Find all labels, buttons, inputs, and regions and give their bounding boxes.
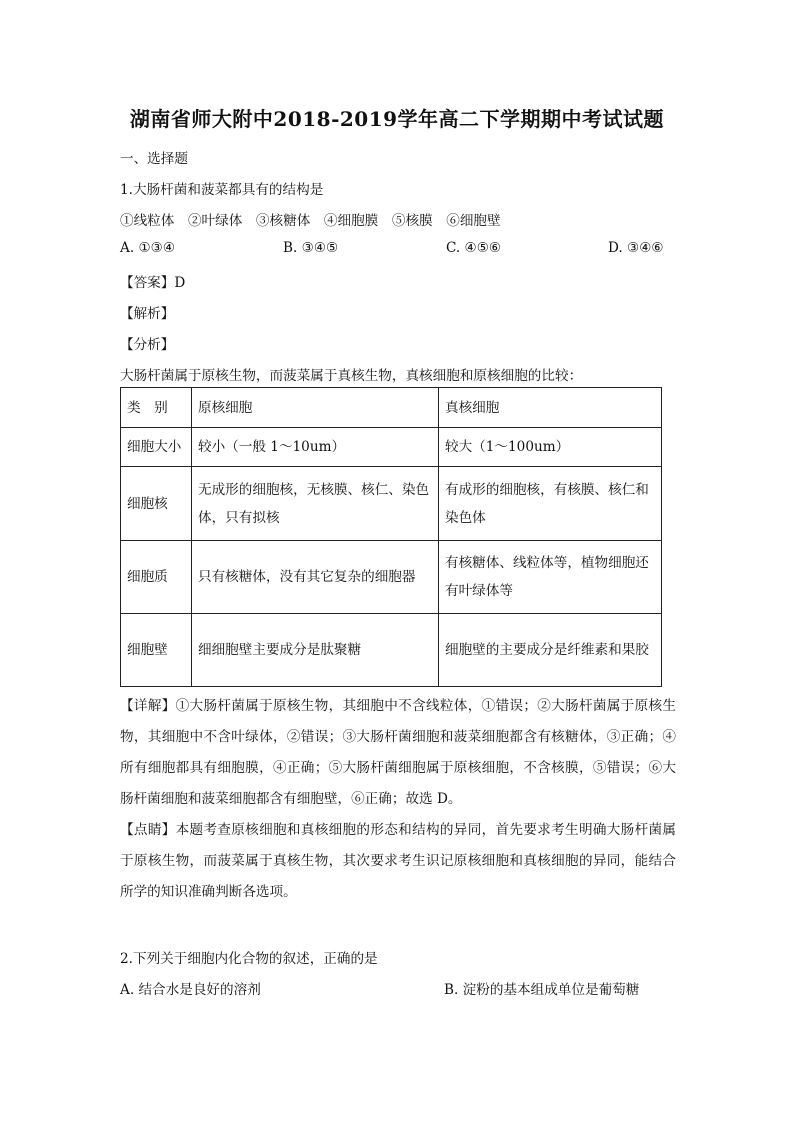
question-2-stem: 2.下列关于细胞内化合物的叙述，正确的是 [120,951,378,967]
table-row [121,614,662,687]
table-cell: 只有核糖体，没有其它复杂的细胞器 [192,541,439,614]
question-1-option-b: B. ③④⑤ [283,240,339,256]
question-1-option-d: D. ③④⑥ [608,240,664,256]
table-cell: 细胞壁 [121,614,192,687]
question-2-option-b: B. 淀粉的基本组成单位是葡萄糖 [444,982,640,998]
table-cell: 有核糖体、线粒体等，植物细胞还有叶绿体等 [439,541,662,614]
comparison-intro: 大肠杆菌属于原核生物，而菠菜属于真核生物，真核细胞和原核细胞的比较： [120,368,583,384]
question-1-option-a: A. ①③④ [120,240,176,256]
table-cell: 较小（一般 1～10um） [192,428,439,467]
question-1-stem: 1.大肠杆菌和菠菜都具有的结构是 [120,182,324,198]
table-cell: 较大（1～100um） [439,428,662,467]
table-cell: 细胞核 [121,467,192,541]
question-1-items: ①线粒体 ②叶绿体 ③核糖体 ④细胞膜 ⑤核膜 ⑥细胞壁 [120,213,501,229]
table-row [121,428,662,467]
detail-paragraph: 【详解】①大肠杆菌属于原核生物，其细胞中不含线粒体，①错误；②大肠杆菌属于原核生物，其细胞中不含叶绿体，②错误；③大肠杆菌细胞和菠菜细胞都含有核糖体，③正确；④所有细胞都具有细胞膜，④正确；⑤大肠杆菌细胞属于原核细胞，不含核膜，⑤错误；⑥大肠杆菌细胞和菠菜细胞都含有细胞壁，⑥正确；故选 D。 [120,698,676,807]
table-header-cell: 类 别 [121,388,192,428]
table-header-cell: 真核细胞 [439,388,662,428]
table-row [121,467,662,541]
question-1-option-c: C. ④⑤⑥ [446,240,502,256]
table-row [121,541,662,614]
section-heading: 一、选择题 [120,151,188,167]
question-2-option-a: A. 结合水是良好的溶剂 [120,982,261,998]
comparison-table [120,387,662,687]
table-header-row [121,388,662,428]
table-cell: 细胞质 [121,541,192,614]
table-cell: 细胞壁的主要成分是纤维素和果胶 [439,614,662,687]
table-cell: 细细胞壁主要成分是肽聚糖 [192,614,439,687]
table-cell: 细胞大小 [121,428,192,467]
answer-line: 【答案】D [120,275,186,291]
table-header-cell: 原核细胞 [192,388,439,428]
table-cell: 无成形的细胞核，无核膜、核仁、染色体，只有拟核 [192,467,439,541]
fenxi-label: 【分析】 [120,337,175,353]
analysis-label: 【解析】 [120,306,175,322]
page-title: 湖南省师大附中2018-2019学年高二下学期期中考试试题 [129,107,665,131]
comment-paragraph: 【点睛】本题考查原核细胞和真核细胞的形态和结构的异同，首先要求考生明确大肠杆菌属于原核生物，而菠菜属于真核生物，其次要求考生识记原核细胞和真核细胞的异同，能结合所学的知识准确判断各选项。 [120,822,676,900]
table-cell: 有成形的细胞核，有核膜、核仁和染色体 [439,467,662,541]
